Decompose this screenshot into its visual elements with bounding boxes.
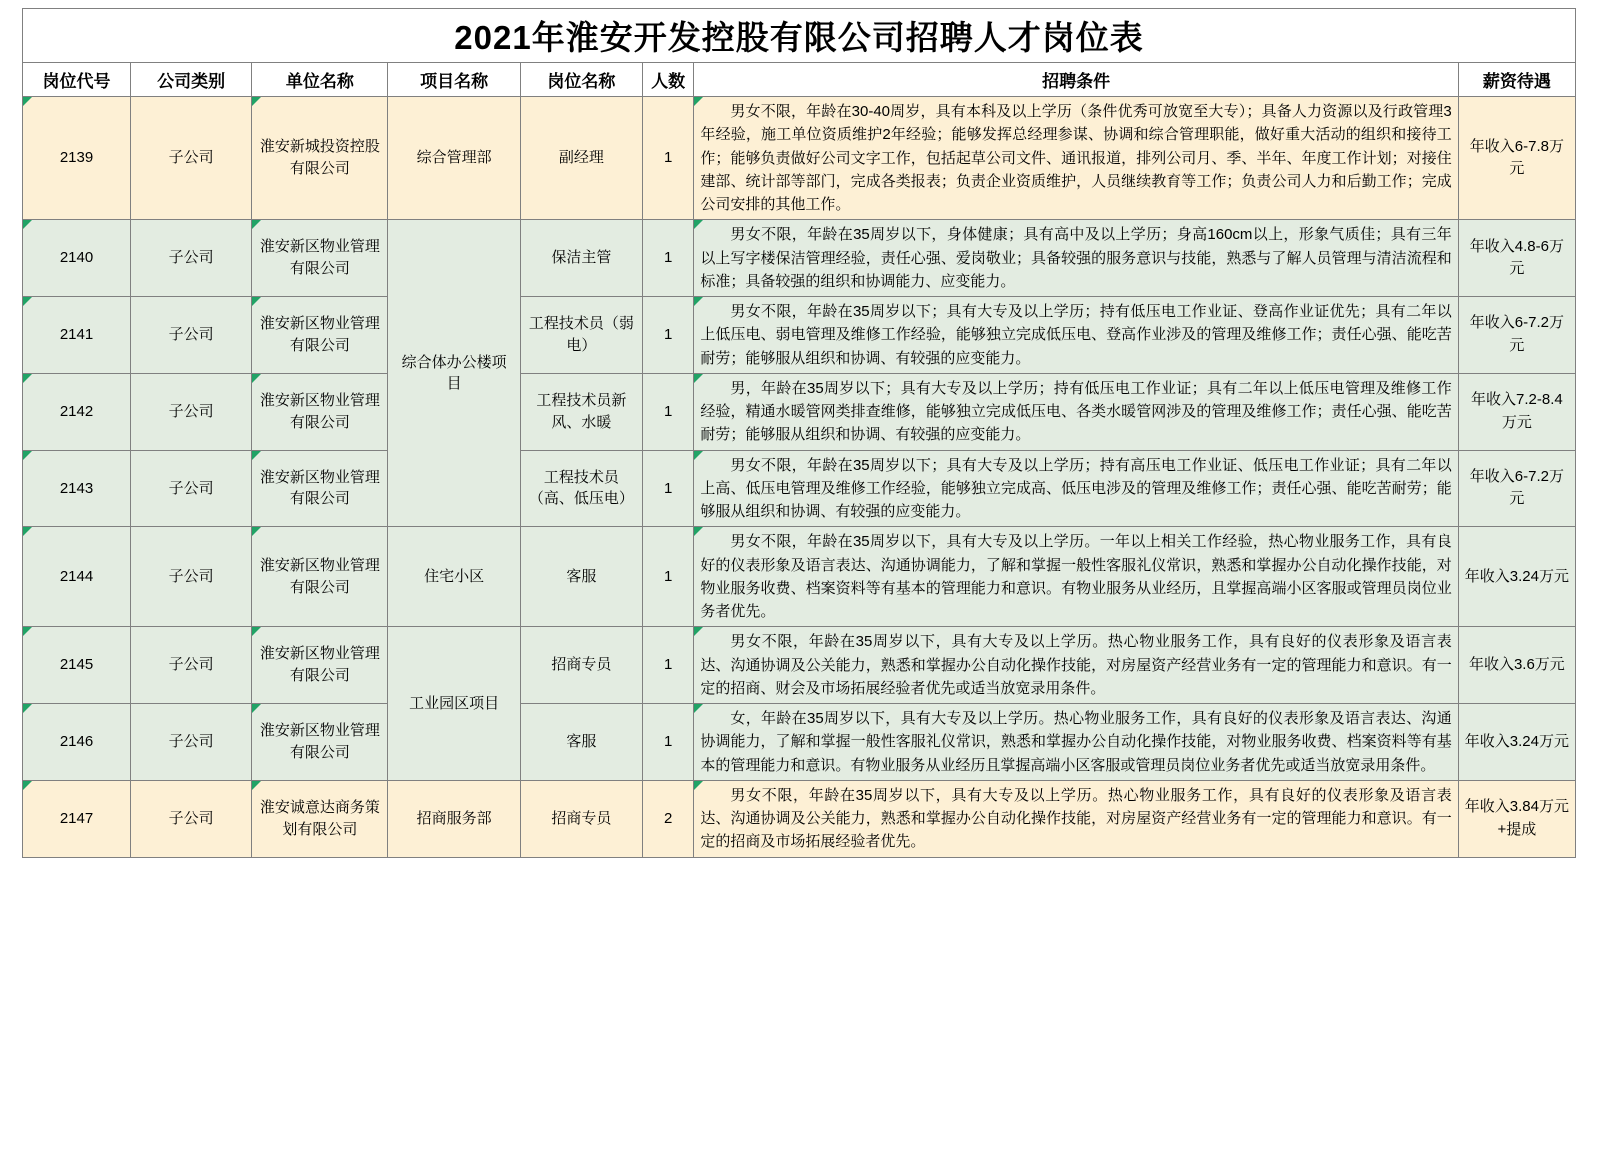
column-header-company-type: 公司类别 — [131, 63, 252, 97]
cell-company-type: 子公司 — [131, 97, 252, 220]
table-row — [23, 780, 1576, 857]
cell-conditions: 男，年龄在35周岁以下；具有大专及以上学历；持有低压电工作业证；具有二年以上低压电管理及维修工作经验，精通水暖管网类排查维修，能够独立完成低压电、各类水暖管网涉及的管理及维修工作；责任心强、能吃苦耐劳；能够服从组织和协调、有较强的应变能力。 — [694, 373, 1458, 450]
table-row — [23, 450, 1576, 527]
cell-salary: 年收入7.2-8.4万元 — [1458, 373, 1575, 450]
cell-position: 客服 — [520, 527, 642, 627]
cell-count: 1 — [642, 450, 693, 527]
recruitment-table — [22, 8, 1576, 858]
cell-conditions: 男女不限，年龄在35周岁以下；具有大专及以上学历；持有高压电工作业证、低压电工作业证；具有二年以上高、低压电管理及维修工作经验，能够独立完成高、低压电涉及的管理及维修工作；责任心强、能吃苦耐劳；能够服从组织和协调、有较强的应变能力。 — [694, 450, 1458, 527]
cell-company-type: 子公司 — [131, 704, 252, 781]
cell-conditions: 男女不限，年龄在35周岁以下，具有大专及以上学历。热心物业服务工作，具有良好的仪表形象及语言表达、沟通协调及公关能力，熟悉和掌握办公自动化操作技能，对房屋资产经营业务有一定的管理能力和意识。有一定的招商及市场拓展经验者优先。 — [694, 780, 1458, 857]
cell-salary: 年收入3.84万元+提成 — [1458, 780, 1575, 857]
cell-salary: 年收入3.24万元 — [1458, 527, 1575, 627]
table-row — [23, 97, 1576, 220]
cell-code: 2144 — [23, 527, 131, 627]
cell-position: 工程技术员新风、水暖 — [520, 373, 642, 450]
cell-salary: 年收入3.6万元 — [1458, 627, 1575, 704]
column-header-position: 岗位名称 — [520, 63, 642, 97]
table-row — [23, 527, 1576, 627]
cell-unit: 淮安新区物业管理有限公司 — [252, 220, 388, 297]
cell-salary: 年收入3.24万元 — [1458, 704, 1575, 781]
page-title: 2021年淮安开发控股有限公司招聘人才岗位表 — [23, 9, 1576, 63]
table-row — [23, 373, 1576, 450]
cell-project-merged-industrial-park: 工业园区项目 — [388, 627, 520, 781]
cell-code: 2142 — [23, 373, 131, 450]
cell-company-type: 子公司 — [131, 220, 252, 297]
column-header-code: 岗位代号 — [23, 63, 131, 97]
cell-conditions: 女，年龄在35周岁以下，具有大专及以上学历。热心物业服务工作，具有良好的仪表形象及语言表达、沟通协调能力，了解和掌握一般性客服礼仪常识，熟悉和掌握办公自动化操作技能，对物业服务收费、档案资料等有基本的管理能力和意识。有物业服务从业经历且掌握高端小区客服或管理员岗位业务者优先或适当放宽录用条件。 — [694, 704, 1458, 781]
cell-count: 1 — [642, 527, 693, 627]
column-header-project: 项目名称 — [388, 63, 520, 97]
cell-company-type: 子公司 — [131, 527, 252, 627]
cell-position: 招商专员 — [520, 627, 642, 704]
spreadsheet-sheet — [0, 8, 1600, 858]
cell-unit: 淮安诚意达商务策划有限公司 — [252, 780, 388, 857]
column-header-salary: 薪资待遇 — [1458, 63, 1575, 97]
cell-unit: 淮安新区物业管理有限公司 — [252, 297, 388, 374]
cell-position: 工程技术员（高、低压电） — [520, 450, 642, 527]
table-header-row — [23, 63, 1576, 97]
cell-conditions: 男女不限，年龄在35周岁以下；具有大专及以上学历；持有低压电工作业证、登高作业证优先；具有二年以上低压电、弱电管理及维修工作经验，能够独立完成低压电、登高作业涉及的管理及维修工作；责任心强、能吃苦耐劳；能够服从组织和协调、有较强的应变能力。 — [694, 297, 1458, 374]
cell-unit: 淮安新城投资控股有限公司 — [252, 97, 388, 220]
cell-project-merged-complex-office: 综合体办公楼项目 — [388, 220, 520, 527]
cell-count: 1 — [642, 704, 693, 781]
cell-unit: 淮安新区物业管理有限公司 — [252, 627, 388, 704]
cell-count: 1 — [642, 297, 693, 374]
cell-count: 1 — [642, 627, 693, 704]
table-row — [23, 704, 1576, 781]
cell-project: 招商服务部 — [388, 780, 520, 857]
cell-project: 住宅小区 — [388, 527, 520, 627]
cell-code: 2145 — [23, 627, 131, 704]
cell-count: 2 — [642, 780, 693, 857]
cell-conditions: 男女不限，年龄在35周岁以下，身体健康；具有高中及以上学历；身高160cm以上，形象气质佳；具有三年以上写字楼保洁管理经验，责任心强、爱岗敬业；具备较强的服务意识与技能，熟悉与了解人员管理与清洁流程和标准；具备较强的组织和协调能力、应变能力。 — [694, 220, 1458, 297]
cell-position: 保洁主管 — [520, 220, 642, 297]
cell-company-type: 子公司 — [131, 450, 252, 527]
cell-count: 1 — [642, 220, 693, 297]
cell-code: 2146 — [23, 704, 131, 781]
cell-count: 1 — [642, 373, 693, 450]
column-header-conditions: 招聘条件 — [694, 63, 1458, 97]
cell-position: 客服 — [520, 704, 642, 781]
table-row — [23, 220, 1576, 297]
cell-conditions: 男女不限，年龄在35周岁以下，具有大专及以上学历。一年以上相关工作经验，热心物业服务工作，具有良好的仪表形象及语言表达、沟通协调能力，了解和掌握一般性客服礼仪常识，熟悉和掌握办公自动化操作技能，对物业服务收费、档案资料等有基本的管理能力和意识。有物业服务从业经历，且掌握高端小区客服或管理员岗位业务者优先。 — [694, 527, 1458, 627]
cell-salary: 年收入6-7.2万元 — [1458, 297, 1575, 374]
cell-salary: 年收入6-7.8万元 — [1458, 97, 1575, 220]
table-row — [23, 297, 1576, 374]
cell-unit: 淮安新区物业管理有限公司 — [252, 450, 388, 527]
cell-project: 综合管理部 — [388, 97, 520, 220]
cell-unit: 淮安新区物业管理有限公司 — [252, 373, 388, 450]
cell-position: 招商专员 — [520, 780, 642, 857]
column-header-count: 人数 — [642, 63, 693, 97]
column-header-unit: 单位名称 — [252, 63, 388, 97]
table-row — [23, 627, 1576, 704]
cell-unit: 淮安新区物业管理有限公司 — [252, 704, 388, 781]
cell-company-type: 子公司 — [131, 627, 252, 704]
cell-company-type: 子公司 — [131, 297, 252, 374]
cell-code: 2139 — [23, 97, 131, 220]
cell-unit: 淮安新区物业管理有限公司 — [252, 527, 388, 627]
cell-salary: 年收入4.8-6万元 — [1458, 220, 1575, 297]
cell-code: 2140 — [23, 220, 131, 297]
cell-code: 2141 — [23, 297, 131, 374]
cell-position: 工程技术员（弱电） — [520, 297, 642, 374]
cell-company-type: 子公司 — [131, 780, 252, 857]
table-title-row — [23, 9, 1576, 63]
cell-position: 副经理 — [520, 97, 642, 220]
cell-conditions: 男女不限，年龄在30-40周岁，具有本科及以上学历（条件优秀可放宽至大专）；具备人力资源以及行政管理3年经验，施工单位资质维护2年经验；能够发挥总经理参谋、协调和综合管理职能，做好重大活动的组织和接待工作；能够负责做好公司文字工作，包括起草公司文件、通讯报道，排列公司月、季、半年、年度工作计划；对接住建部、统计部等部门，完成各类报表；负责企业资质维护，人员继续教育等工作；负责公司人力和后勤工作；完成公司安排的其他工作。 — [694, 97, 1458, 220]
cell-count: 1 — [642, 97, 693, 220]
cell-company-type: 子公司 — [131, 373, 252, 450]
cell-code: 2143 — [23, 450, 131, 527]
cell-code: 2147 — [23, 780, 131, 857]
cell-conditions: 男女不限，年龄在35周岁以下，具有大专及以上学历。热心物业服务工作，具有良好的仪表形象及语言表达、沟通协调及公关能力，熟悉和掌握办公自动化操作技能，对房屋资产经营业务有一定的管理能力和意识。有一定的招商、财会及市场拓展经验者优先或适当放宽录用条件。 — [694, 627, 1458, 704]
cell-salary: 年收入6-7.2万元 — [1458, 450, 1575, 527]
